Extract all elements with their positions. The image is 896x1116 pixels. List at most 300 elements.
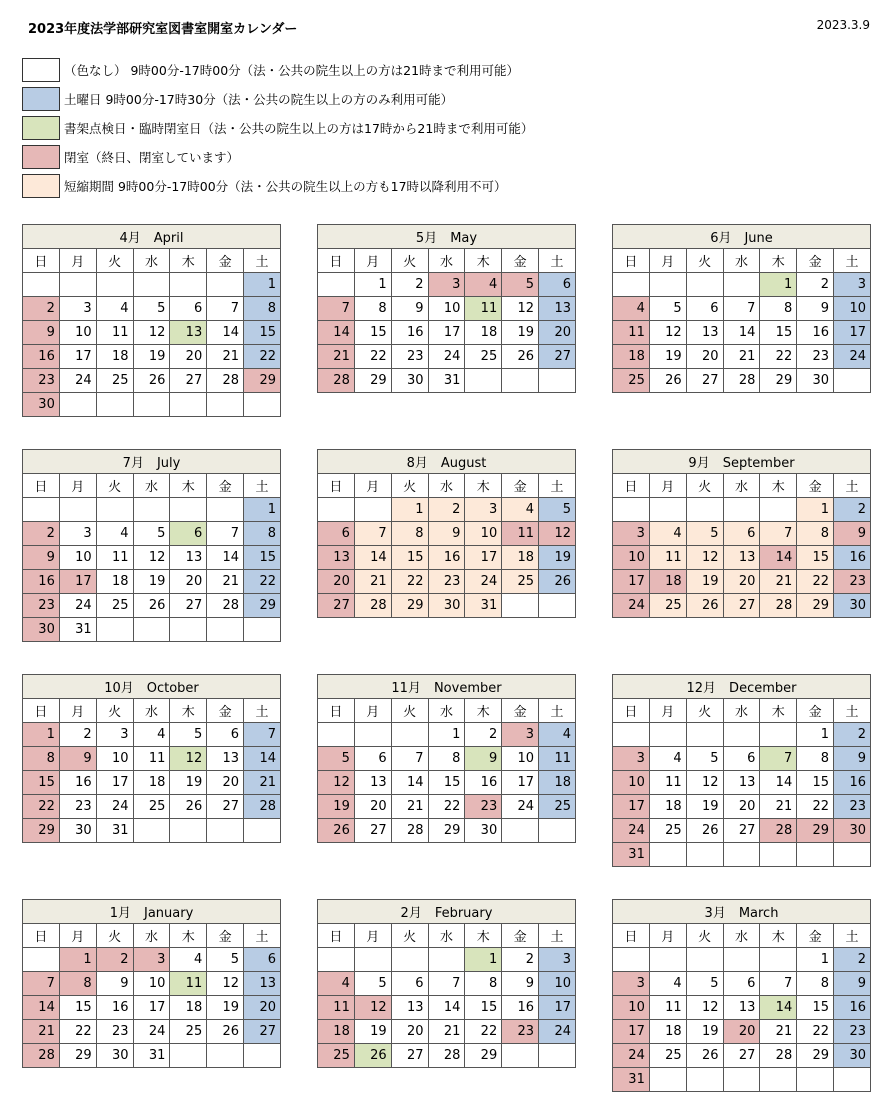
day-cell: 5	[686, 747, 723, 771]
empty-cell	[318, 498, 355, 522]
weekday-header: 火	[686, 249, 723, 273]
day-cell: 11	[649, 546, 686, 570]
day-cell: 29	[59, 1044, 96, 1068]
day-cell: 31	[59, 618, 96, 642]
weekday-header: 木	[760, 924, 797, 948]
day-cell: 23	[23, 369, 60, 393]
legend-item-inspection	[22, 116, 533, 140]
day-cell: 18	[649, 795, 686, 819]
month-title: 8月 August	[318, 450, 576, 474]
weekday-header: 金	[502, 474, 539, 498]
day-cell: 9	[23, 546, 60, 570]
day-cell: 19	[207, 996, 244, 1020]
day-cell: 8	[354, 297, 391, 321]
day-cell: 28	[760, 594, 797, 618]
day-cell: 6	[686, 297, 723, 321]
day-cell: 21	[23, 1020, 60, 1044]
weekday-header: 水	[428, 924, 465, 948]
day-cell: 4	[649, 972, 686, 996]
day-cell: 2	[428, 498, 465, 522]
day-cell: 21	[760, 570, 797, 594]
legend-swatch	[22, 58, 60, 82]
day-cell: 6	[391, 972, 428, 996]
day-cell: 8	[428, 747, 465, 771]
day-cell: 23	[834, 795, 871, 819]
weekday-header: 水	[723, 699, 760, 723]
day-cell: 1	[760, 273, 797, 297]
day-cell: 20	[170, 345, 207, 369]
day-cell: 30	[428, 594, 465, 618]
empty-cell	[686, 1068, 723, 1092]
legend-label: （色なし） 9時00分-17時00分（法・公共の院生以上の方は21時まで利用可能）	[64, 63, 520, 78]
day-cell: 5	[318, 747, 355, 771]
empty-cell	[244, 1044, 281, 1068]
empty-cell	[354, 723, 391, 747]
day-cell: 25	[133, 795, 170, 819]
weekday-header: 水	[133, 474, 170, 498]
weekday-header: 土	[244, 699, 281, 723]
day-cell: 22	[760, 345, 797, 369]
month-calendar	[612, 899, 871, 1092]
day-cell: 10	[539, 972, 576, 996]
day-cell: 19	[649, 345, 686, 369]
day-cell: 25	[649, 594, 686, 618]
empty-cell	[760, 1068, 797, 1092]
empty-cell	[834, 1068, 871, 1092]
empty-cell	[133, 393, 170, 417]
weekday-header: 木	[170, 249, 207, 273]
day-cell: 17	[613, 795, 650, 819]
day-cell: 22	[354, 345, 391, 369]
day-cell: 1	[59, 948, 96, 972]
day-cell: 28	[391, 819, 428, 843]
day-cell: 7	[391, 747, 428, 771]
day-cell: 1	[428, 723, 465, 747]
weekday-header: 土	[539, 474, 576, 498]
day-cell: 25	[539, 795, 576, 819]
day-cell: 4	[170, 948, 207, 972]
day-cell: 17	[613, 1020, 650, 1044]
weekday-header: 日	[613, 699, 650, 723]
legend-swatch	[22, 174, 60, 198]
day-cell: 4	[96, 522, 133, 546]
day-cell: 22	[23, 795, 60, 819]
empty-cell	[207, 273, 244, 297]
day-cell: 12	[170, 747, 207, 771]
legend-item-closed	[22, 145, 239, 169]
day-cell: 15	[760, 321, 797, 345]
month-title: 7月 July	[23, 450, 281, 474]
day-cell: 7	[760, 747, 797, 771]
weekday-header: 水	[723, 474, 760, 498]
day-cell: 18	[133, 771, 170, 795]
day-cell: 23	[23, 594, 60, 618]
day-cell: 3	[428, 273, 465, 297]
month-calendar	[22, 674, 281, 843]
day-cell: 9	[428, 522, 465, 546]
weekday-header: 日	[23, 699, 60, 723]
empty-cell	[797, 1068, 834, 1092]
day-cell: 9	[834, 747, 871, 771]
day-cell: 28	[23, 1044, 60, 1068]
day-cell: 28	[207, 369, 244, 393]
weekday-header: 月	[354, 474, 391, 498]
day-cell: 14	[354, 546, 391, 570]
day-cell: 26	[502, 345, 539, 369]
empty-cell	[723, 498, 760, 522]
day-cell: 15	[23, 771, 60, 795]
weekday-header: 金	[502, 249, 539, 273]
day-cell: 18	[96, 345, 133, 369]
empty-cell	[207, 618, 244, 642]
day-cell: 4	[649, 747, 686, 771]
legend-label: 書架点検日・臨時閉室日（法・公共の院生以上の方は17時から21時まで利用可能）	[64, 121, 534, 136]
day-cell: 5	[207, 948, 244, 972]
day-cell: 21	[760, 795, 797, 819]
empty-cell	[244, 618, 281, 642]
empty-cell	[613, 498, 650, 522]
day-cell: 22	[797, 795, 834, 819]
empty-cell	[502, 819, 539, 843]
day-cell: 9	[96, 972, 133, 996]
day-cell: 1	[797, 723, 834, 747]
empty-cell	[318, 948, 355, 972]
empty-cell	[539, 819, 576, 843]
day-cell: 11	[318, 996, 355, 1020]
day-cell: 4	[133, 723, 170, 747]
day-cell: 3	[96, 723, 133, 747]
empty-cell	[723, 948, 760, 972]
weekday-header: 木	[170, 924, 207, 948]
day-cell: 22	[244, 345, 281, 369]
empty-cell	[649, 498, 686, 522]
day-cell: 27	[723, 1044, 760, 1068]
month-calendar	[612, 449, 871, 618]
empty-cell	[723, 723, 760, 747]
day-cell: 11	[170, 972, 207, 996]
empty-cell	[723, 843, 760, 867]
empty-cell	[23, 498, 60, 522]
day-cell: 7	[760, 972, 797, 996]
day-cell: 29	[391, 594, 428, 618]
legend-label: 閉室（終日、閉室しています）	[64, 150, 240, 165]
day-cell: 5	[133, 297, 170, 321]
weekday-header: 月	[354, 924, 391, 948]
day-cell: 29	[244, 369, 281, 393]
day-cell: 20	[354, 795, 391, 819]
weekday-header: 月	[59, 924, 96, 948]
weekday-header: 日	[23, 249, 60, 273]
day-cell: 5	[502, 273, 539, 297]
day-cell: 11	[96, 321, 133, 345]
day-cell: 19	[686, 795, 723, 819]
day-cell: 20	[170, 570, 207, 594]
day-cell: 10	[59, 321, 96, 345]
day-cell: 1	[354, 273, 391, 297]
empty-cell	[502, 369, 539, 393]
day-cell: 14	[23, 996, 60, 1020]
empty-cell	[318, 273, 355, 297]
day-cell: 7	[207, 297, 244, 321]
day-cell: 6	[723, 972, 760, 996]
day-cell: 25	[465, 345, 502, 369]
legend-item-shortened	[22, 174, 507, 198]
month-title: 11月 November	[318, 675, 576, 699]
empty-cell	[834, 369, 871, 393]
day-cell: 27	[170, 369, 207, 393]
weekday-header: 土	[244, 924, 281, 948]
day-cell: 5	[686, 522, 723, 546]
day-cell: 1	[391, 498, 428, 522]
empty-cell	[686, 948, 723, 972]
day-cell: 10	[613, 546, 650, 570]
empty-cell	[170, 273, 207, 297]
day-cell: 14	[391, 771, 428, 795]
empty-cell	[318, 723, 355, 747]
empty-cell	[539, 594, 576, 618]
empty-cell	[207, 819, 244, 843]
day-cell: 15	[391, 546, 428, 570]
month-calendar	[317, 224, 576, 393]
day-cell: 22	[797, 1020, 834, 1044]
day-cell: 14	[428, 996, 465, 1020]
weekday-header: 水	[428, 699, 465, 723]
day-cell: 15	[354, 321, 391, 345]
day-cell: 18	[502, 546, 539, 570]
day-cell: 11	[649, 996, 686, 1020]
day-cell: 8	[465, 972, 502, 996]
month-title: 5月 May	[318, 225, 576, 249]
day-cell: 27	[207, 795, 244, 819]
day-cell: 1	[465, 948, 502, 972]
month-calendar	[317, 899, 576, 1068]
day-cell: 15	[465, 996, 502, 1020]
day-cell: 24	[613, 594, 650, 618]
empty-cell	[760, 723, 797, 747]
empty-cell	[170, 1044, 207, 1068]
day-cell: 6	[723, 747, 760, 771]
day-cell: 14	[207, 321, 244, 345]
day-cell: 18	[96, 570, 133, 594]
day-cell: 24	[465, 570, 502, 594]
day-cell: 1	[244, 273, 281, 297]
legend-swatch	[22, 145, 60, 169]
day-cell: 26	[686, 594, 723, 618]
weekday-header: 水	[723, 924, 760, 948]
empty-cell	[244, 819, 281, 843]
day-cell: 19	[502, 321, 539, 345]
day-cell: 12	[649, 321, 686, 345]
day-cell: 14	[723, 321, 760, 345]
empty-cell	[354, 498, 391, 522]
day-cell: 13	[170, 546, 207, 570]
empty-cell	[760, 843, 797, 867]
day-cell: 31	[613, 843, 650, 867]
day-cell: 30	[391, 369, 428, 393]
month-title: 3月 March	[613, 900, 871, 924]
day-cell: 12	[539, 522, 576, 546]
day-cell: 27	[723, 819, 760, 843]
day-cell: 31	[613, 1068, 650, 1092]
weekday-header: 火	[391, 699, 428, 723]
day-cell: 12	[133, 321, 170, 345]
day-cell: 28	[428, 1044, 465, 1068]
day-cell: 23	[59, 795, 96, 819]
day-cell: 18	[465, 321, 502, 345]
day-cell: 26	[649, 369, 686, 393]
day-cell: 28	[760, 819, 797, 843]
day-cell: 2	[465, 723, 502, 747]
day-cell: 20	[723, 1020, 760, 1044]
day-cell: 1	[797, 498, 834, 522]
day-cell: 20	[723, 795, 760, 819]
day-cell: 13	[244, 972, 281, 996]
weekday-header: 月	[649, 699, 686, 723]
day-cell: 18	[170, 996, 207, 1020]
day-cell: 15	[428, 771, 465, 795]
day-cell: 6	[170, 297, 207, 321]
month-calendar	[22, 899, 281, 1068]
empty-cell	[59, 498, 96, 522]
empty-cell	[59, 273, 96, 297]
day-cell: 15	[244, 321, 281, 345]
day-cell: 17	[96, 771, 133, 795]
empty-cell	[23, 948, 60, 972]
weekday-header: 金	[797, 699, 834, 723]
day-cell: 16	[391, 321, 428, 345]
day-cell: 7	[244, 723, 281, 747]
weekday-header: 金	[797, 474, 834, 498]
weekday-header: 日	[23, 474, 60, 498]
empty-cell	[391, 948, 428, 972]
weekday-header: 火	[686, 699, 723, 723]
day-cell: 22	[428, 795, 465, 819]
day-cell: 6	[723, 522, 760, 546]
empty-cell	[465, 369, 502, 393]
day-cell: 25	[318, 1044, 355, 1068]
day-cell: 27	[723, 594, 760, 618]
day-cell: 13	[318, 546, 355, 570]
day-cell: 14	[244, 747, 281, 771]
empty-cell	[59, 393, 96, 417]
day-cell: 6	[207, 723, 244, 747]
day-cell: 1	[23, 723, 60, 747]
day-cell: 25	[96, 594, 133, 618]
day-cell: 13	[391, 996, 428, 1020]
weekday-header: 火	[96, 924, 133, 948]
day-cell: 13	[723, 996, 760, 1020]
day-cell: 27	[539, 345, 576, 369]
empty-cell	[354, 948, 391, 972]
day-cell: 21	[207, 345, 244, 369]
empty-cell	[686, 723, 723, 747]
day-cell: 8	[244, 297, 281, 321]
empty-cell	[133, 618, 170, 642]
day-cell: 28	[318, 369, 355, 393]
day-cell: 22	[391, 570, 428, 594]
day-cell: 9	[502, 972, 539, 996]
day-cell: 14	[760, 546, 797, 570]
day-cell: 2	[834, 498, 871, 522]
day-cell: 25	[649, 1044, 686, 1068]
day-cell: 18	[318, 1020, 355, 1044]
weekday-header: 水	[428, 474, 465, 498]
day-cell: 12	[354, 996, 391, 1020]
weekday-header: 水	[428, 249, 465, 273]
empty-cell	[723, 1068, 760, 1092]
empty-cell	[797, 843, 834, 867]
empty-cell	[207, 498, 244, 522]
day-cell: 9	[391, 297, 428, 321]
empty-cell	[686, 498, 723, 522]
weekday-header: 火	[96, 699, 133, 723]
day-cell: 22	[59, 1020, 96, 1044]
day-cell: 11	[96, 546, 133, 570]
empty-cell	[686, 843, 723, 867]
day-cell: 28	[207, 594, 244, 618]
day-cell: 29	[354, 369, 391, 393]
day-cell: 9	[465, 747, 502, 771]
day-cell: 27	[686, 369, 723, 393]
day-cell: 20	[318, 570, 355, 594]
empty-cell	[170, 819, 207, 843]
day-cell: 17	[133, 996, 170, 1020]
weekday-header: 日	[613, 474, 650, 498]
month-calendar	[22, 449, 281, 642]
day-cell: 12	[318, 771, 355, 795]
day-cell: 31	[465, 594, 502, 618]
day-cell: 7	[354, 522, 391, 546]
day-cell: 3	[59, 297, 96, 321]
day-cell: 26	[133, 594, 170, 618]
day-cell: 25	[613, 369, 650, 393]
day-cell: 8	[797, 972, 834, 996]
day-cell: 16	[834, 771, 871, 795]
day-cell: 23	[391, 345, 428, 369]
empty-cell	[207, 393, 244, 417]
day-cell: 10	[834, 297, 871, 321]
empty-cell	[649, 1068, 686, 1092]
day-cell: 17	[59, 345, 96, 369]
day-cell: 6	[170, 522, 207, 546]
day-cell: 25	[502, 570, 539, 594]
month-title: 10月 October	[23, 675, 281, 699]
day-cell: 7	[23, 972, 60, 996]
empty-cell	[834, 843, 871, 867]
day-cell: 11	[649, 771, 686, 795]
day-cell: 21	[428, 1020, 465, 1044]
day-cell: 13	[723, 546, 760, 570]
day-cell: 10	[133, 972, 170, 996]
day-cell: 23	[465, 795, 502, 819]
day-cell: 14	[318, 321, 355, 345]
weekday-header: 金	[207, 924, 244, 948]
day-cell: 21	[723, 345, 760, 369]
day-cell: 26	[686, 819, 723, 843]
weekday-header: 日	[318, 249, 355, 273]
day-cell: 6	[244, 948, 281, 972]
day-cell: 2	[797, 273, 834, 297]
weekday-header: 火	[686, 924, 723, 948]
day-cell: 2	[96, 948, 133, 972]
day-cell: 20	[391, 1020, 428, 1044]
empty-cell	[428, 948, 465, 972]
empty-cell	[133, 498, 170, 522]
day-cell: 29	[760, 369, 797, 393]
weekday-header: 日	[613, 924, 650, 948]
day-cell: 12	[686, 996, 723, 1020]
day-cell: 24	[613, 819, 650, 843]
